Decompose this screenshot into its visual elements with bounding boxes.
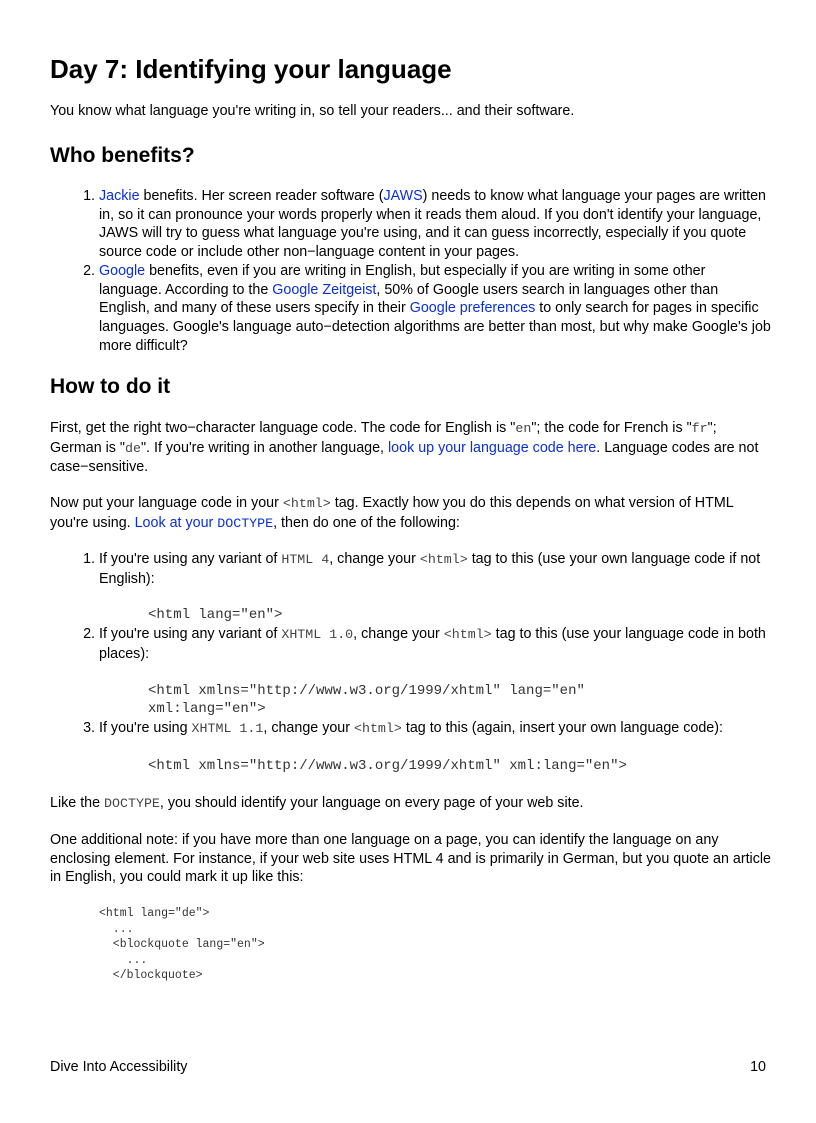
list-item-text: , 50% of Google users search in languages other than English, and many of these users specify in their <box>99 281 719 317</box>
code-version: XHTML 1.1 <box>191 720 264 736</box>
list-item <box>99 550 772 625</box>
list-item <box>99 625 772 719</box>
code-block: <html lang="en"> <box>148 607 283 624</box>
steps-list <box>50 550 772 775</box>
code-version: HTML 4 <box>281 552 330 567</box>
code-html-tag: <html> <box>282 496 331 511</box>
benefits-list <box>50 187 772 355</box>
list-item-text: If you're using any variant of <box>99 626 282 643</box>
google-zeitgeist-link[interactable]: Google Zeitgeist <box>272 281 377 298</box>
list-item-text: tag to this (again, insert your own language code): <box>401 719 723 736</box>
page-title: Day 7: Identifying your language <box>50 54 452 84</box>
list-item-text: If you're using <box>99 719 192 736</box>
code-fr: fr <box>691 421 708 436</box>
intro-paragraph: You know what language you're writing in, so tell your readers... and their software. <box>50 103 575 119</box>
code-version: XHTML 1.0 <box>281 627 354 643</box>
code-html-tag: <html> <box>419 552 468 567</box>
code-block: <html xmlns="http://www.w3.org/1999/xhtml" xml:lang="en"> <box>148 757 627 774</box>
who-benefits-heading: Who benefits? <box>50 144 195 167</box>
code-en: en <box>515 421 532 436</box>
google-preferences-link[interactable]: Google preferences <box>409 300 536 317</box>
list-item-text: , change your <box>353 626 444 643</box>
list-item-text: to only search for pages in specific languages. Google's language auto−detection algorithms are better than most, but why make Google's job more difficult? <box>99 300 771 354</box>
list-item <box>99 187 772 262</box>
html-tag-paragraph <box>50 494 772 533</box>
list-item-text: , change your <box>329 551 420 567</box>
google-link[interactable]: Google <box>99 262 146 279</box>
paragraph-text: Like the <box>50 795 105 811</box>
paragraph-text: Now put your language code in your <box>50 495 283 511</box>
example-code-block: <html lang="de"> ... <blockquote lang="en"> ... </blockquote> <box>99 907 265 982</box>
paragraph-text: . Language codes are not case−sensitive. <box>50 439 759 476</box>
jaws-link[interactable]: JAWS <box>383 188 423 204</box>
additional-note-paragraph: One additional note: if you have more than one language on a page, you can identify the language on any enclosing element. For instance, if your web site uses HTML 4 and is primarily in German, but you quote an article in English, you could mark it up like this: <box>50 832 772 886</box>
footer-title: Dive Into Accessibility <box>50 1059 188 1075</box>
paragraph-text: "; the code for French is " <box>531 420 692 436</box>
language-code-paragraph <box>50 419 772 477</box>
how-to-heading: How to do it <box>50 375 171 398</box>
code-block: <html xmlns="http://www.w3.org/1999/xhtml" lang="en" xml:lang="en"> <box>148 682 585 718</box>
list-item-text: benefits. Her screen reader software ( <box>139 188 384 204</box>
list-item-text: ) needs to know what language your pages are written in, so it can pronounce your words properly when it reads them aloud. If you don't identify your language, JAWS will try to guess what language you're using, and it can guess incorrectly, especially if you quote source code or include other non−language content in your pages. <box>99 188 767 261</box>
doctype-link[interactable] <box>135 515 274 531</box>
list-item <box>99 262 772 356</box>
list-item <box>99 719 772 775</box>
jackie-link[interactable]: Jackie <box>99 188 140 204</box>
code-de: de <box>125 440 141 456</box>
language-code-lookup-link[interactable]: look up your language code here <box>388 439 597 456</box>
doctype-link-text: Look at your <box>134 514 218 531</box>
code-html-tag: <html> <box>353 720 402 736</box>
paragraph-text: First, get the right two−character language code. The code for English is " <box>50 420 516 436</box>
paragraph-text: ". If you're writing in another language, <box>140 439 388 456</box>
page-number: 10 <box>750 1059 766 1075</box>
paragraph-text: tag. Exactly how you do this depends on what version of HTML you're using. <box>50 495 734 531</box>
code-doctype: DOCTYPE <box>104 796 160 811</box>
paragraph-text: , you should identify your language on every page of your web site. <box>159 795 584 811</box>
list-item-text: benefits, even if you are writing in English, but especially if you are writing in some other language. According to the <box>99 262 706 298</box>
list-item-text: , change your <box>263 719 354 736</box>
doctype-link-code: DOCTYPE <box>217 515 274 531</box>
code-html-tag: <html> <box>443 627 492 643</box>
list-item-text: If you're using any variant of <box>99 551 282 567</box>
doctype-note-paragraph <box>50 794 772 814</box>
list-item-text: tag to this (use your own language code if not English): <box>99 551 761 587</box>
paragraph-text: "; German is " <box>50 420 717 456</box>
paragraph-text: , then do one of the following: <box>273 514 460 531</box>
list-item-text: tag to this (use your language code in both places): <box>99 626 766 662</box>
